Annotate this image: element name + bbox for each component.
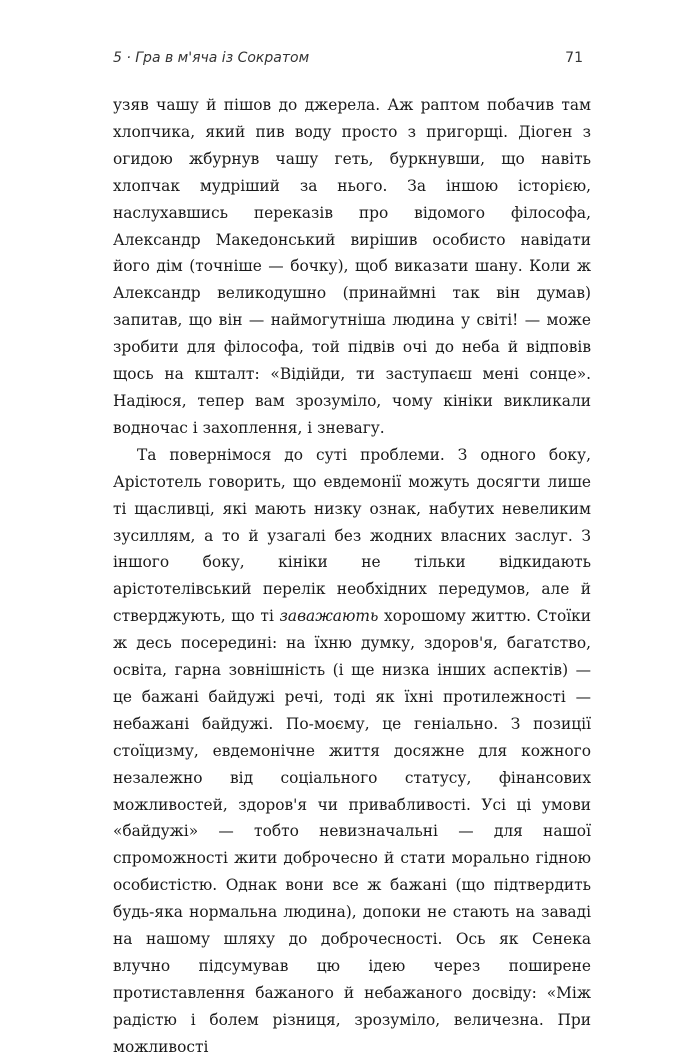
emphasis-text: заважають	[279, 607, 379, 626]
running-header	[113, 50, 583, 74]
body-text	[113, 92, 591, 1061]
paragraph-text: хорошому життю. Стоїки ж десь посередині: на їхню думку, здоров'я, багатство, освіта, гарна зовнішність (і ще низка інших аспектів) — це бажані байдужі речі, тоді як їхні протилежності — небажані байдужі. По-моєму, це геніально. З позиції стоїцизму, евдемонічне життя досяжне для кожного незалежно від соціального статусу, фінансових можливостей, здоров'я чи привабливості. Усі ці умови «байдужі» — тобто невизначальні — для нашої спроможності жити доброчесно й стати морально гідною особистістю. Однак вони все ж бажані (що підтвердить будь-яка нормальна людина), допоки не стають на заваді на нашому шляху до доброчесності. Ось як Сенека влучно підсумував цю ідею через поширене протиставлення бажаного й небажаного досвіду: «Між радістю і болем різниця, зрозуміло, величезна. При можливості	[113, 607, 592, 1056]
paragraph	[113, 442, 591, 1061]
page-number: 71	[565, 50, 583, 66]
chapter-title: 5 · Гра в м'яча із Сократом	[113, 50, 310, 66]
paragraph-text: Та повернімося до суті проблеми. З одного боку, Арістотель говорить, що евдемонії можуть досягти лише ті щасливці, які мають низку ознак, набутих невеликим зусиллям, а то й узагалі без жодних власних заслуг. З іншого боку, кініки не тільки відкидають арістотелівський перелік необхідних передумов, але й стверджують, що ті	[113, 445, 591, 626]
paragraph-continued: узяв чашу й пішов до джерела. Аж раптом побачив там хлопчика, який пив воду просто з пригорщі. Діоген з огидою жбурнув чашу геть, буркнувши, що навіть хлопчак мудріший за нього. За іншою історією, наслухавшись переказів про відомого філософа, Александр Македонський вирішив особисто навідати його дім (точніше — бочку), щоб виказати шану. Коли ж Александр великодушно (принаймні так він думав) запитав, що він — наймогутніша людина у світі! — може зробити для філософа, той підвів очі до неба й відповів щось на кшталт: «Відійди, ти заступаєш мені сонце». Надіюся, тепер вам зрозуміло, чому кініки викликали водночас і захоплення, і зневагу.	[113, 96, 591, 437]
